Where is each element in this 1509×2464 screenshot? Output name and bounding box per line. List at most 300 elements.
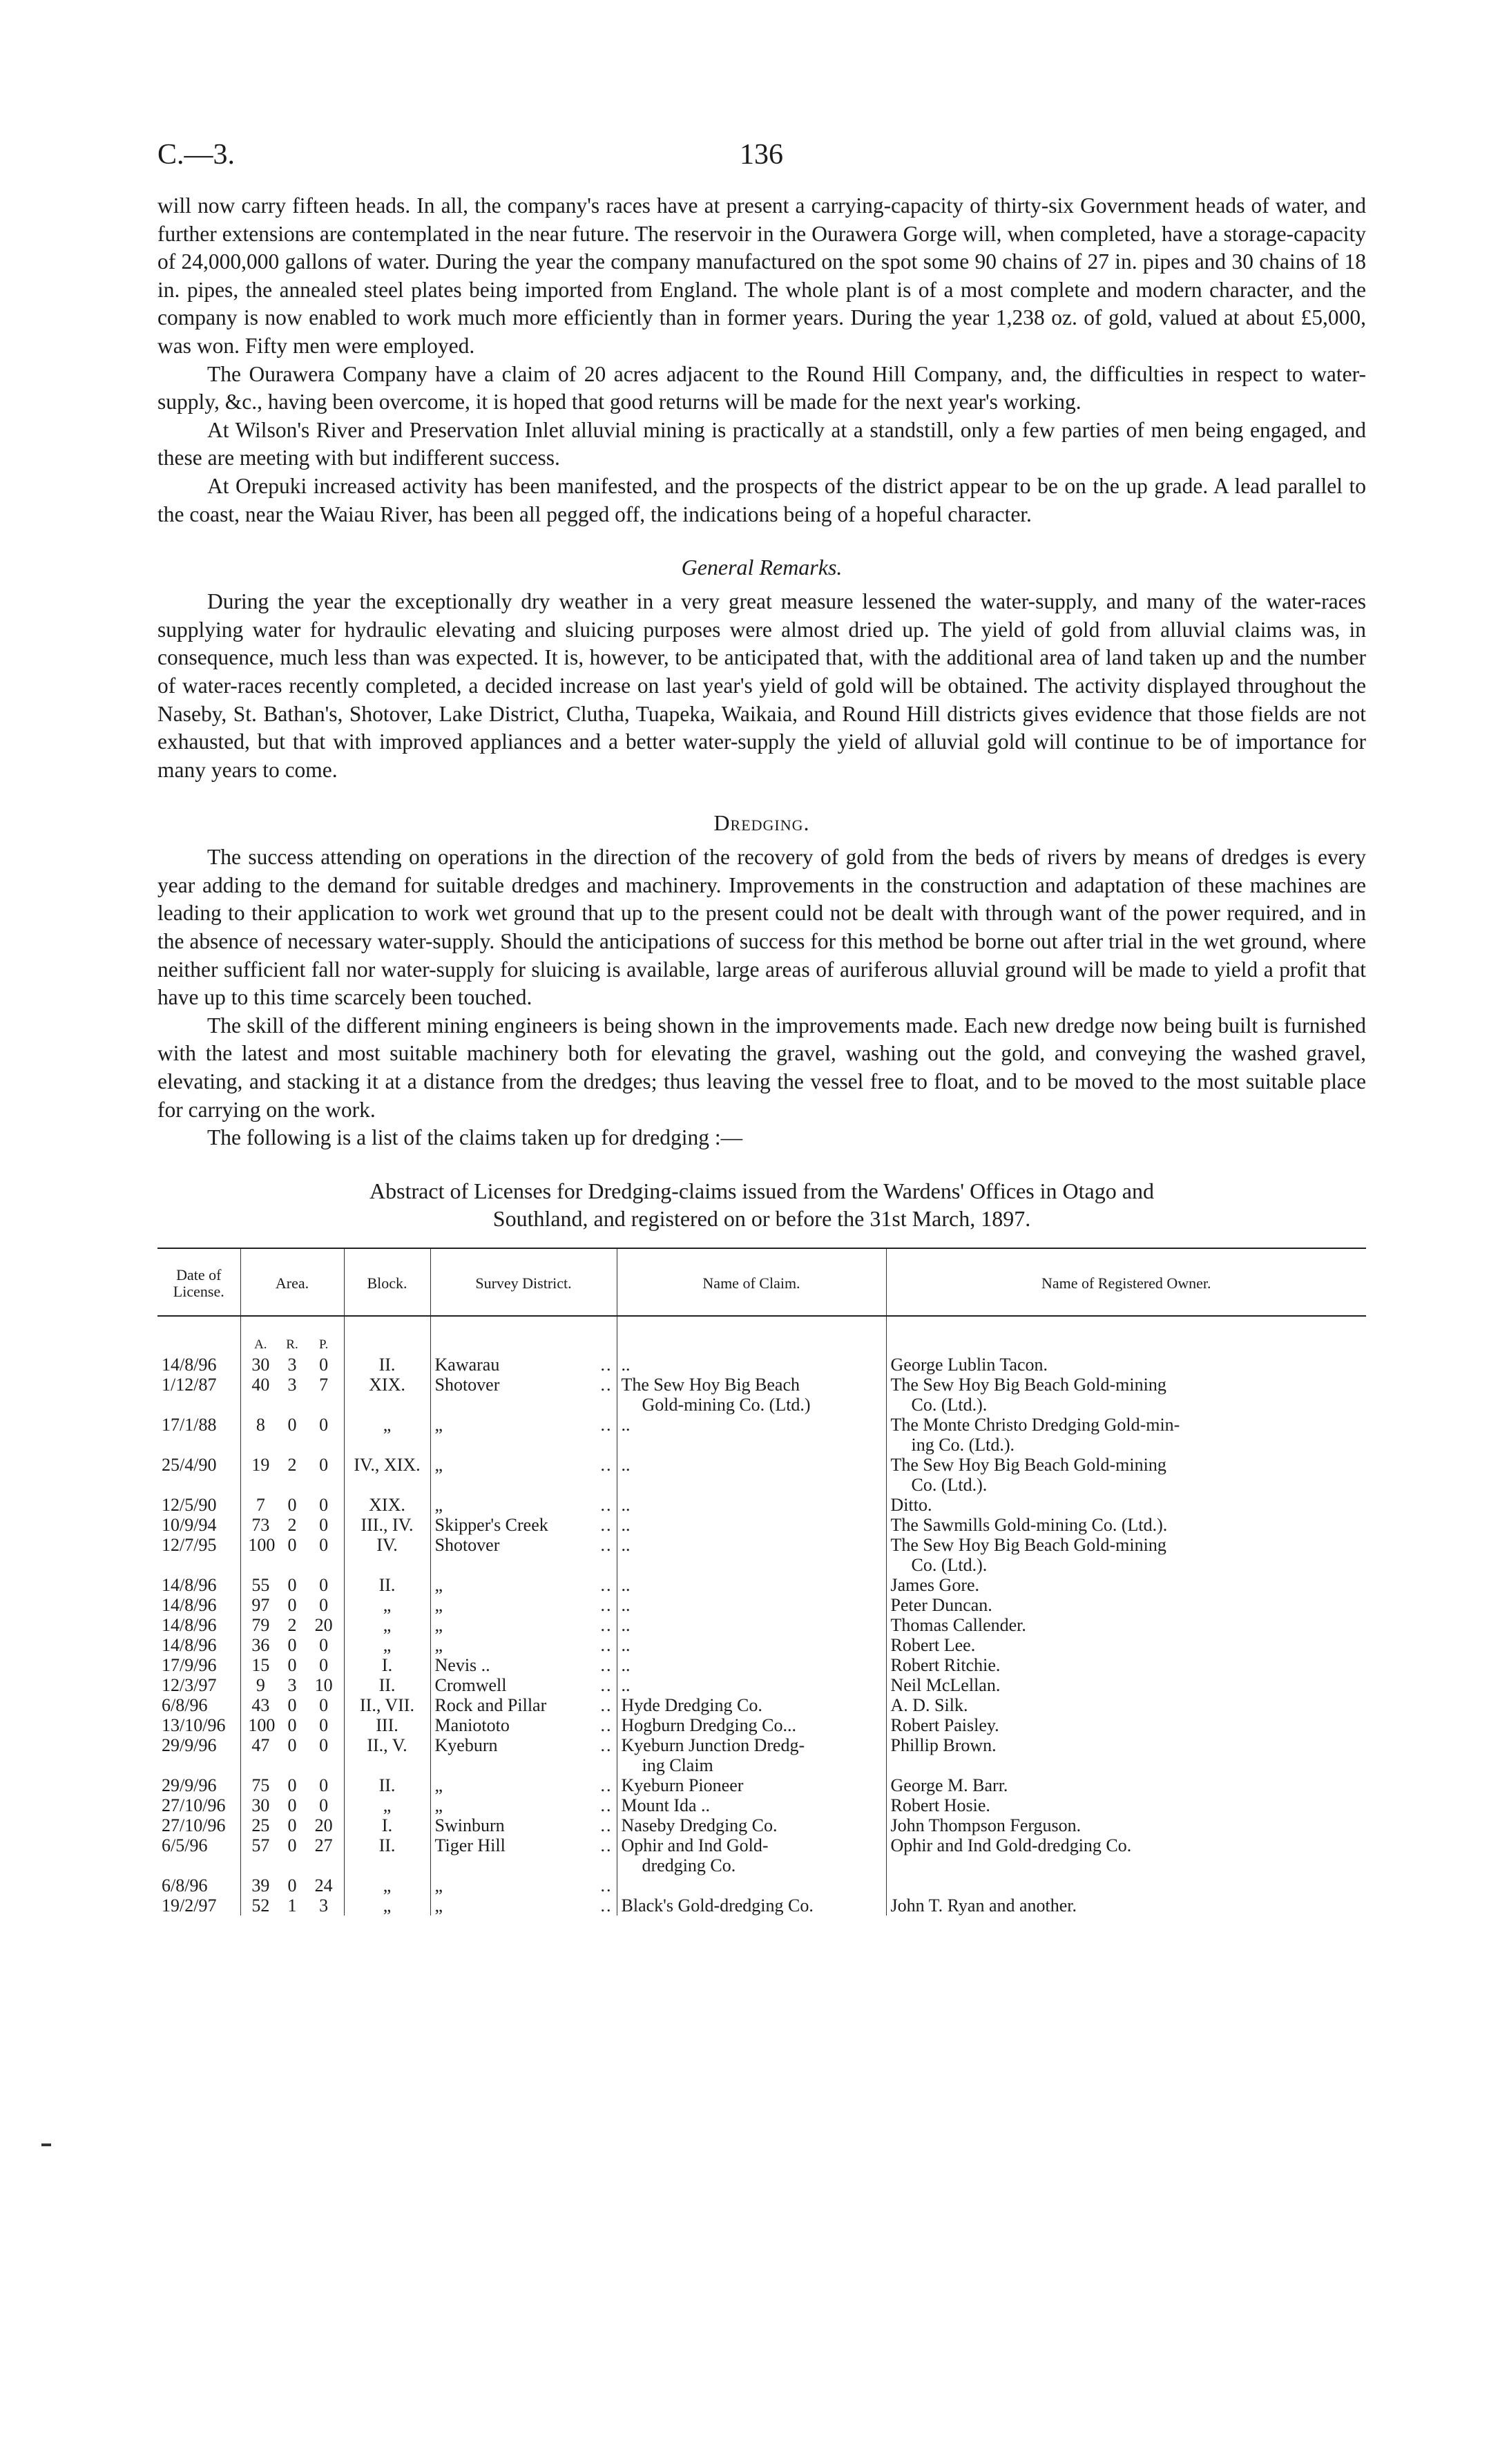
table-row (157, 1675, 1366, 1695)
claim-value: Hogburn Dredging Co... (621, 1715, 796, 1735)
paragraph: The Ourawera Company have a claim of 20 acres adjacent to the Round Hill Company, and, the difficulties in respect to water-supply, &c., having been overcome, it is hoped that good returns will be made for the next year's working. (157, 361, 1366, 414)
cell-claim-name (617, 1535, 886, 1575)
roods-value: 0 (287, 1735, 297, 1755)
block-value: „ (383, 1634, 392, 1655)
table-row (157, 1615, 1366, 1635)
block-value: III., IV. (361, 1514, 414, 1535)
cell-owner (886, 1455, 1366, 1495)
owner-value: Peter Duncan. (890, 1594, 992, 1615)
cell-survey-district: Nevis .. .. (430, 1655, 617, 1675)
cell-claim-name (617, 1735, 886, 1775)
roods-value: 0 (287, 1835, 297, 1855)
spacer-row (157, 1316, 1366, 1335)
cell-area (240, 1575, 344, 1595)
cell-area (240, 1675, 344, 1695)
roods-value: 0 (287, 1634, 297, 1655)
acres-value: 52 (251, 1895, 270, 1916)
perches-value: 0 (319, 1494, 329, 1515)
document-reference: C.—3. (157, 139, 236, 171)
cell-area (240, 1515, 344, 1535)
cell-date (157, 1875, 240, 1895)
cell-area (240, 1535, 344, 1575)
cell-date (157, 1835, 240, 1875)
perches-value: 0 (319, 1454, 329, 1475)
claim-value: .. (621, 1654, 631, 1675)
owner-value-cont: Co. (Ltd.). (911, 1474, 988, 1495)
owner-value: Ophir and Ind Gold-dredging Co. (890, 1835, 1132, 1855)
district-value: „ (434, 1614, 443, 1635)
block-value: IV. (376, 1534, 398, 1555)
owner-value-cont: ing Co. (Ltd.). (911, 1434, 1015, 1455)
date-value: 14/8/96 (162, 1574, 217, 1595)
roods-value: 0 (287, 1795, 297, 1815)
cell-block (344, 1535, 430, 1575)
owner-value: The Monte Christo Dredging Gold-min- (890, 1414, 1180, 1435)
perches-value: 3 (319, 1895, 329, 1916)
cell-survey-district: Kyeburn .. (430, 1735, 617, 1775)
date-value: 27/10/96 (162, 1795, 226, 1815)
cell-area (240, 1795, 344, 1815)
block-value: II. (378, 1674, 396, 1695)
cell-survey-district: „ .. (430, 1595, 617, 1615)
cell-owner (886, 1715, 1366, 1735)
cell-block (344, 1415, 430, 1455)
cell-area (240, 1455, 344, 1495)
cell-date (157, 1775, 240, 1795)
block-value: XIX. (369, 1494, 405, 1515)
cell-owner (886, 1875, 1366, 1895)
cell-owner (886, 1615, 1366, 1635)
roods-value: 0 (287, 1574, 297, 1595)
district-value: Shotover (434, 1534, 500, 1555)
owner-value: Ditto. (890, 1494, 932, 1515)
perches-value: 20 (314, 1815, 333, 1835)
cell-area (240, 1875, 344, 1895)
cell-claim-name (617, 1635, 886, 1655)
owner-value: Neil McLellan. (890, 1674, 1001, 1695)
perches-value: 0 (319, 1574, 329, 1595)
table-row (157, 1735, 1366, 1775)
table-row (157, 1595, 1366, 1615)
claim-value: .. (621, 1354, 631, 1375)
cell-owner (886, 1675, 1366, 1695)
district-value: Tiger Hill (434, 1835, 506, 1855)
acres-value: 47 (251, 1735, 270, 1755)
acres-value: 43 (251, 1694, 270, 1715)
block-value: XIX. (369, 1374, 405, 1395)
roods-value: 2 (287, 1514, 297, 1535)
cell-area (240, 1835, 344, 1875)
header-claim-name: Name of Claim. (617, 1248, 886, 1316)
perches-value: 0 (319, 1694, 329, 1715)
page-header (157, 138, 1366, 180)
claim-value: .. (621, 1594, 631, 1615)
cell-block (344, 1655, 430, 1675)
table-row (157, 1895, 1366, 1916)
cell-owner (886, 1695, 1366, 1715)
district-value: Swinburn (434, 1815, 505, 1835)
roods-value: 0 (287, 1775, 297, 1795)
acres-value: 73 (251, 1514, 270, 1535)
roods-value: 0 (287, 1694, 297, 1715)
cell-area (240, 1775, 344, 1795)
cell-claim-name (617, 1495, 886, 1515)
block-value: II. (378, 1574, 396, 1595)
district-value: „ (434, 1795, 443, 1815)
cell-block (344, 1515, 430, 1535)
roods-value: 3 (287, 1674, 297, 1695)
date-value: 10/9/94 (162, 1514, 217, 1535)
date-value: 12/3/97 (162, 1674, 217, 1695)
cell-owner (886, 1655, 1366, 1675)
date-value: 14/8/96 (162, 1354, 217, 1375)
cell-claim-name (617, 1795, 886, 1815)
cell-date (157, 1455, 240, 1495)
roods-value: 0 (287, 1534, 297, 1555)
cell-survey-district: Skipper's Creek .. (430, 1515, 617, 1535)
cell-claim-name (617, 1415, 886, 1455)
cell-block (344, 1575, 430, 1595)
cell-claim-name (617, 1615, 886, 1635)
table-row (157, 1875, 1366, 1895)
header-block: Block. (344, 1248, 430, 1316)
roods-value: 3 (287, 1354, 297, 1375)
owner-value-cont: Co. (Ltd.). (911, 1394, 988, 1415)
cell-block (344, 1495, 430, 1515)
cell-owner (886, 1635, 1366, 1655)
district-value: „ (434, 1414, 443, 1435)
district-value: „ (434, 1875, 443, 1895)
perches-value: 0 (319, 1715, 329, 1735)
acres-value: 36 (251, 1634, 270, 1655)
cell-date (157, 1415, 240, 1455)
cell-date (157, 1695, 240, 1715)
table-row (157, 1535, 1366, 1575)
cell-area (240, 1715, 344, 1735)
district-value: Rock and Pillar (434, 1694, 547, 1715)
cell-survey-district: Shotover .. (430, 1535, 617, 1575)
cell-survey-district: Swinburn .. (430, 1815, 617, 1835)
cell-block (344, 1375, 430, 1415)
claim-value: .. (621, 1634, 631, 1655)
paragraph: The skill of the different mining engineers is being shown in the improvements made. Each new dredge now being built is furnished with the latest and most suitable machinery both for elevating the gravel, washing out the gold, and conveying the washed gravel, elevating, and stacking it at a distance from the dredges; thus leaving the vessel free to float, and to be moved to the most suitable place for carrying on the work. (157, 1013, 1366, 1122)
district-value: Kawarau (434, 1354, 500, 1375)
cell-owner (886, 1895, 1366, 1916)
acres-value: 7 (256, 1494, 265, 1515)
cell-owner (886, 1815, 1366, 1835)
block-value: „ (383, 1614, 392, 1635)
claim-value: Ophir and Ind Gold- (621, 1835, 769, 1855)
cell-survey-district: Rock and Pillar .. (430, 1695, 617, 1715)
cell-date (157, 1375, 240, 1415)
date-value: 12/7/95 (162, 1534, 217, 1555)
paragraph: will now carry fifteen heads. In all, the company's races have at present a carrying-capacity of thirty-six Government heads of water, and further extensions are contemplated in the near future. The reservoir in the Ourawera Gorge will, when completed, have a storage-capacity of 24,000,000 gallons of water. During the year the company manufactured on the spot some 90 chains of 27 in. pipes and 30 chains of 18 in. pipes, the annealed steel plates being imported from England. The whole plant is of a most complete and modern character, and the company is now enabled to work much more efficiently than in former years. During the year 1,238 oz. of gold, valued at about £5,000, was won. Fifty men were employed. (157, 193, 1366, 358)
claim-value: .. (621, 1534, 631, 1555)
acres-value: 30 (251, 1354, 270, 1375)
acres-value: 57 (251, 1835, 270, 1855)
cell-claim-name (617, 1875, 886, 1895)
perches-value: 0 (319, 1534, 329, 1555)
roods-value: 2 (287, 1454, 297, 1475)
perches-value: 24 (314, 1875, 333, 1895)
cell-survey-district: „ .. (430, 1795, 617, 1815)
cell-claim-name (617, 1375, 886, 1415)
cell-area (240, 1375, 344, 1415)
claim-value: .. (621, 1414, 631, 1435)
cell-block (344, 1815, 430, 1835)
cell-owner (886, 1575, 1366, 1595)
cell-block (344, 1595, 430, 1615)
paragraph: At Orepuki increased activity has been manifested, and the prospects of the district appear to be on the up grade. A lead parallel to the coast, near the Waiau River, has been all pegged off, the indications being of a hopeful character. (157, 473, 1366, 526)
district-value: Cromwell (434, 1674, 507, 1695)
cell-block (344, 1455, 430, 1495)
cell-claim-name (617, 1595, 886, 1615)
cell-owner (886, 1735, 1366, 1775)
perches-value: 27 (314, 1835, 333, 1855)
cell-block (344, 1355, 430, 1375)
date-value: 17/1/88 (162, 1414, 217, 1435)
owner-value: The Sawmills Gold-mining Co. (Ltd.). (890, 1514, 1168, 1535)
cell-owner (886, 1355, 1366, 1375)
cell-area (240, 1495, 344, 1515)
cell-area (240, 1415, 344, 1455)
table-row (157, 1515, 1366, 1535)
cell-claim-name (617, 1715, 886, 1735)
cell-survey-district: Shotover .. (430, 1375, 617, 1415)
cell-survey-district: Cromwell .. (430, 1675, 617, 1695)
claim-value: .. (621, 1494, 631, 1515)
cell-owner (886, 1415, 1366, 1455)
date-value: 12/5/90 (162, 1494, 217, 1515)
perches-value: 0 (319, 1594, 329, 1615)
block-value: I. (381, 1815, 393, 1835)
acres-value: 19 (251, 1454, 270, 1475)
table-row (157, 1575, 1366, 1595)
owner-value: George M. Barr. (890, 1775, 1008, 1795)
cell-date (157, 1675, 240, 1695)
cell-claim-name (617, 1895, 886, 1916)
block-value: II. (378, 1835, 396, 1855)
roods-value: 0 (287, 1414, 297, 1435)
table-row (157, 1835, 1366, 1875)
cell-block (344, 1615, 430, 1635)
perches-value: 0 (319, 1634, 329, 1655)
header-date: Date of License. (157, 1248, 240, 1316)
claim-value: .. (621, 1574, 631, 1595)
cell-date (157, 1635, 240, 1655)
block-value: „ (383, 1795, 392, 1815)
cell-survey-district: „ .. (430, 1415, 617, 1455)
cell-date (157, 1655, 240, 1675)
unit-acres: A. (254, 1337, 267, 1352)
cell-survey-district: „ .. (430, 1775, 617, 1795)
claim-value: Kyeburn Junction Dredg- (621, 1735, 805, 1755)
paragraph: During the year the exceptionally dry weather in a very great measure lessened the water-supply, and many of the water-races supplying water for hydraulic elevating and sluicing purposes were almost dried up. The yield of gold from alluvial claims was, in consequence, much less than was expected. It is, however, to be anticipated that, with the additional area of land taken up and the number of water-races recently completed, a decided increase on last year's yield of gold will be obtained. The activity displayed throughout the Naseby, St. Bathan's, Shotover, Lake District, Clutha, Tuapeka, Waikaia, and Round Hill districts gives evidence that those fields are not exhausted, but that with improved appliances and a better water-supply the yield of alluvial gold will continue to be of importance for many years to come. (157, 589, 1366, 782)
cell-survey-district: „ .. (430, 1895, 617, 1916)
cell-owner (886, 1835, 1366, 1875)
roods-value: 0 (287, 1594, 297, 1615)
claim-value: The Sew Hoy Big Beach (621, 1374, 800, 1395)
cell-claim-name (617, 1835, 886, 1875)
acres-value: 15 (251, 1654, 270, 1675)
block-value: II., V. (367, 1735, 407, 1755)
document-page (157, 138, 1366, 1916)
cell-survey-district: Tiger Hill .. (430, 1835, 617, 1875)
perches-value: 10 (314, 1674, 333, 1695)
header-area: Area. (240, 1248, 344, 1316)
cell-claim-name (617, 1695, 886, 1715)
table-row (157, 1695, 1366, 1715)
district-value: Maniototo (434, 1715, 510, 1735)
claim-value-cont: Gold-mining Co. (Ltd.) (642, 1394, 811, 1415)
acres-value: 40 (251, 1374, 270, 1395)
page-number: 136 (740, 139, 783, 171)
perches-value: 0 (319, 1514, 329, 1535)
table-row (157, 1635, 1366, 1655)
perches-value: 0 (319, 1775, 329, 1795)
district-value: Kyeburn (434, 1735, 498, 1755)
claim-value: .. (621, 1674, 631, 1695)
cell-date (157, 1355, 240, 1375)
claim-value-cont: ing Claim (642, 1755, 713, 1775)
district-value: Skipper's Creek (434, 1514, 548, 1535)
acres-value: 39 (251, 1875, 270, 1895)
table-row (157, 1775, 1366, 1795)
roods-value: 0 (287, 1654, 297, 1675)
claim-value: .. (621, 1454, 631, 1475)
block-value: IV., XIX. (354, 1454, 421, 1475)
table-body (157, 1316, 1366, 1916)
date-value: 27/10/96 (162, 1815, 226, 1835)
date-value: 6/5/96 (162, 1835, 208, 1855)
claim-value: Black's Gold-dredging Co. (621, 1895, 814, 1916)
cell-survey-district: Kawarau .. (430, 1355, 617, 1375)
claim-value: Hyde Dredging Co. (621, 1694, 762, 1715)
acres-value: 75 (251, 1775, 270, 1795)
cell-area (240, 1635, 344, 1655)
roods-value: 2 (287, 1614, 297, 1635)
date-value: 19/2/97 (162, 1895, 217, 1916)
block-value: „ (383, 1594, 392, 1615)
header-survey-district: Survey District. (430, 1248, 617, 1316)
block-value: „ (383, 1875, 392, 1895)
cell-owner (886, 1495, 1366, 1515)
district-value: Shotover (434, 1374, 500, 1395)
cell-date (157, 1795, 240, 1815)
acres-value: 25 (251, 1815, 270, 1835)
date-value: 29/9/96 (162, 1775, 217, 1795)
block-value: II. (378, 1775, 396, 1795)
cell-area (240, 1355, 344, 1375)
cell-claim-name (617, 1775, 886, 1795)
district-value: „ (434, 1494, 443, 1515)
cell-survey-district: Maniototo .. (430, 1715, 617, 1735)
district-value: „ (434, 1634, 443, 1655)
acres-value: 8 (256, 1414, 265, 1435)
owner-value: Robert Ritchie. (890, 1654, 1001, 1675)
acres-value: 79 (251, 1614, 270, 1635)
claim-value: Kyeburn Pioneer (621, 1775, 744, 1795)
acres-value: 97 (251, 1594, 270, 1615)
cell-block (344, 1875, 430, 1895)
table-row (157, 1815, 1366, 1835)
district-value: „ (434, 1454, 443, 1475)
table-row (157, 1355, 1366, 1375)
table-row (157, 1655, 1366, 1675)
district-value: Nevis .. (434, 1654, 490, 1675)
owner-value: Robert Paisley. (890, 1715, 999, 1735)
cell-claim-name (617, 1675, 886, 1695)
cell-block (344, 1675, 430, 1695)
paragraph: At Wilson's River and Preservation Inlet alluvial mining is practically at a standstill, only a few parties of men being engaged, and these are meeting with but indifferent success. (157, 417, 1366, 470)
table-title (157, 1177, 1366, 1232)
cell-survey-district: „ .. (430, 1495, 617, 1515)
owner-value: James Gore. (890, 1574, 980, 1595)
claim-value-cont: dredging Co. (642, 1855, 736, 1875)
cell-owner (886, 1795, 1366, 1815)
cell-block (344, 1775, 430, 1795)
cell-survey-district: „ .. (430, 1875, 617, 1895)
owner-value-cont: Co. (Ltd.). (911, 1554, 988, 1575)
owner-value: Robert Hosie. (890, 1795, 990, 1815)
perches-value: 20 (314, 1614, 333, 1635)
cell-block (344, 1895, 430, 1916)
cell-date (157, 1815, 240, 1835)
owner-value: The Sew Hoy Big Beach Gold-mining (890, 1534, 1166, 1555)
claim-value: Naseby Dredging Co. (621, 1815, 778, 1835)
table-row (157, 1415, 1366, 1455)
perches-value: 0 (319, 1354, 329, 1375)
claim-value: Mount Ida .. (621, 1795, 711, 1815)
owner-value: John T. Ryan and another. (890, 1895, 1077, 1916)
cell-owner (886, 1775, 1366, 1795)
owner-value: John Thompson Ferguson. (890, 1815, 1082, 1835)
cell-area (240, 1655, 344, 1675)
cell-area (240, 1815, 344, 1835)
claim-value: .. (621, 1614, 631, 1635)
cell-claim-name (617, 1455, 886, 1495)
acres-value: 30 (251, 1795, 270, 1815)
date-value: 17/9/96 (162, 1654, 217, 1675)
cell-claim-name (617, 1575, 886, 1595)
perches-value: 0 (319, 1414, 329, 1435)
roods-value: 0 (287, 1815, 297, 1835)
table-row (157, 1495, 1366, 1515)
section-heading-dredging: Dredging. (713, 810, 810, 836)
acres-value: 100 (248, 1534, 276, 1555)
cell-survey-district: „ .. (430, 1635, 617, 1655)
cell-date (157, 1495, 240, 1515)
acres-value: 9 (256, 1674, 265, 1695)
table-header-row (157, 1248, 1366, 1316)
owner-value: George Lublin Tacon. (890, 1354, 1048, 1375)
table-row (157, 1455, 1366, 1495)
roods-value: 0 (287, 1875, 297, 1895)
cell-area (240, 1595, 344, 1615)
cell-survey-district: „ .. (430, 1455, 617, 1495)
cell-owner (886, 1375, 1366, 1415)
section-heading-general-remarks: General Remarks. (681, 555, 843, 580)
date-value: 14/8/96 (162, 1614, 217, 1635)
acres-value: 100 (248, 1715, 276, 1735)
block-value: III. (376, 1715, 398, 1735)
table-row (157, 1375, 1366, 1415)
cell-date (157, 1615, 240, 1635)
date-value: 14/8/96 (162, 1594, 217, 1615)
cell-date (157, 1515, 240, 1535)
date-value: 6/8/96 (162, 1694, 208, 1715)
district-value: „ (434, 1594, 443, 1615)
